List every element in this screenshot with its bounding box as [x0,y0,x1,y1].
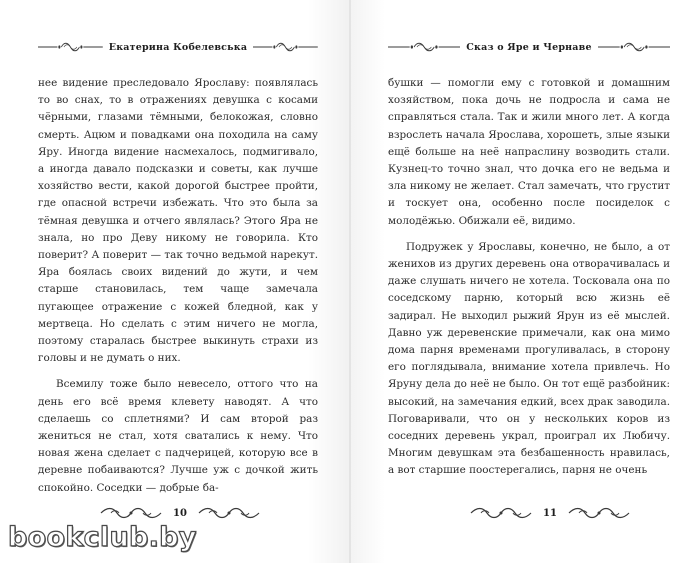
book-gutter [349,0,351,563]
left-body-text [38,75,318,506]
header-ornament-left [38,41,103,53]
right-running-header [388,38,670,56]
footer-flourish-right [197,506,261,520]
running-title: Сказ о Яре и Чернаве [466,41,592,53]
header-ornament-right [253,41,318,53]
paragraph: Всемилу тоже было невесело, оттого что на день его всё время клевету наводят. А что сделаешь со сплетнями? И сам второй раз жениться не стал, хотя сватались к нему. Что новая жена сделает с падчерицей, которую все в деревне побаиваются? Лучше уж с дочкой жить спокойно. Соседки — добрые ба- [38,378,318,494]
footer-flourish-right [567,506,631,520]
page-number: 10 [173,507,187,519]
paragraph: Подружек у Ярославы, конечно, не было, а от женихов из других деревень она отворачивалась и даже слушать ничего не хотела. Тосковала она по соседскому парню, который всю жизнь её задирал. Не выходил рыжий Ярун из её мыслей. Давно уж деревенские примечали, как она мимо дома парня временами прогуливалась, в сторону его поглядывала, внимание хотела привлечь. Но Яруну дела до неё не было. Он тот ещё разбойник: высокий, на замечания едкий, всех драк заводила. Поговаривали, что он у нескольких коров из соседних деревень украл, проиграл их Любичу. Многим девушкам эта безбашенность нравилась, а вот старшие поостерегались, парня не очень [388,240,670,477]
right-page-footer [450,503,650,523]
paragraph: нее видение преследовало Ярославу: появлялась то во снах, то в отражениях девушка с косами чёрными, глазами тёмными, белокожая, словно смерть. Ацюм и повадками она походила на саму Яру. Иногда видение насмехалось, подмигивало, а иногда давало подсказки и советы, как лучше хозяйство вести, какой дорогой быстрее пройти, где опасной встречи избежать. Что это была за тёмная девушка и отчего являлась? Этого Яра не знала, но про Деву никому не говорила. Кто поверит? А поверит — так точно ведьмой нарекут. Яра боялась своих видений до жути, и чем старше становилась, тем чаще замечала пугающее отражение с кожей бледной, как у мертвеца. Но сделать с этим ничего не могла, поэтому старалась быстрее выкинуть страхи из головы и не думать о них. [38,77,318,365]
left-running-header [38,38,318,56]
right-page [350,0,700,563]
left-page-footer [80,503,280,523]
watermark: bookclub.by [8,522,197,553]
header-ornament-left [388,41,460,53]
running-title: Екатерина Кобелевська [108,41,248,53]
footer-flourish-left [469,506,533,520]
header-ornament-right [598,41,670,53]
right-body-text [388,75,670,489]
page-number: 11 [543,507,557,519]
paragraph: бушки — помогли ему с готовкой и домашним хозяйством, пока дочь не подросла и сама не справляться стала. Так и жили много лет. А когда взрослеть начала Ярослава, хорошеть, злые языки ещё больше на неё напраслину возводить стали. Кузнец-то точно знал, что дочка его не ведьма и зла никому не желает. Стал замечать, что грустит и тоскует она, особенно после посиделок с молодёжью. Обижали её, видимо. [388,77,670,227]
footer-flourish-left [99,506,163,520]
